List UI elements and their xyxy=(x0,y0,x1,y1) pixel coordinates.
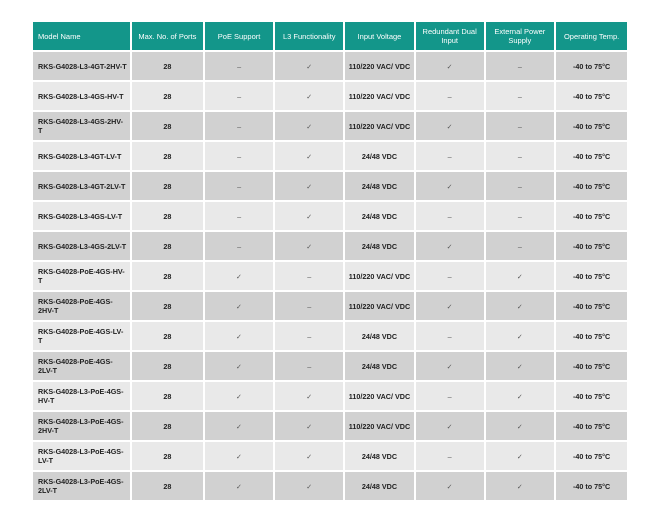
l3-functionality-cell xyxy=(275,52,343,80)
check-icon: ✓ xyxy=(446,301,453,311)
external-power-supply-cell xyxy=(486,232,555,260)
max-ports-cell: 28 xyxy=(132,82,203,110)
poe-support-cell xyxy=(205,292,274,320)
dash-icon: – xyxy=(307,331,312,341)
redundant-dual-input-cell xyxy=(416,322,484,350)
operating-temp-cell: -40 to 75°C xyxy=(556,382,627,410)
max-ports-cell: 28 xyxy=(132,262,203,290)
redundant-dual-input-cell xyxy=(416,352,484,380)
l3-functionality-cell xyxy=(275,442,343,470)
max-ports-cell: 28 xyxy=(132,202,203,230)
check-icon: ✓ xyxy=(446,181,453,191)
spec-table-container xyxy=(31,20,629,502)
table-row xyxy=(33,472,627,500)
check-icon: ✓ xyxy=(306,151,313,161)
dash-icon: – xyxy=(237,241,242,251)
l3-functionality-cell xyxy=(275,232,343,260)
model-name-cell: RKS-G4028-L3-4GS-2LV-T xyxy=(33,232,130,260)
table-row xyxy=(33,262,627,290)
check-icon: ✓ xyxy=(236,271,243,281)
operating-temp-cell: -40 to 75°C xyxy=(556,112,627,140)
operating-temp-cell: -40 to 75°C xyxy=(556,292,627,320)
external-power-supply-cell xyxy=(486,52,555,80)
dash-icon: – xyxy=(307,301,312,311)
max-ports-cell: 28 xyxy=(132,232,203,260)
header-operating-temp: Operating Temp. xyxy=(556,22,627,50)
l3-functionality-cell xyxy=(275,112,343,140)
table-body xyxy=(33,52,627,500)
dash-icon: – xyxy=(517,151,522,161)
l3-functionality-cell xyxy=(275,262,343,290)
dash-icon: – xyxy=(447,211,452,221)
poe-support-cell xyxy=(205,472,274,500)
input-voltage-cell: 24/48 VDC xyxy=(345,322,414,350)
l3-functionality-cell xyxy=(275,202,343,230)
redundant-dual-input-cell xyxy=(416,442,484,470)
external-power-supply-cell xyxy=(486,202,555,230)
header-max-ports: Max. No. of Ports xyxy=(132,22,203,50)
check-icon: ✓ xyxy=(306,91,313,101)
dash-icon: – xyxy=(237,61,242,71)
input-voltage-cell: 24/48 VDC xyxy=(345,352,414,380)
operating-temp-cell: -40 to 75°C xyxy=(556,172,627,200)
max-ports-cell: 28 xyxy=(132,142,203,170)
max-ports-cell: 28 xyxy=(132,412,203,440)
check-icon: ✓ xyxy=(236,421,243,431)
dash-icon: – xyxy=(447,91,452,101)
check-icon: ✓ xyxy=(516,301,523,311)
redundant-dual-input-cell xyxy=(416,52,484,80)
table-row xyxy=(33,52,627,80)
header-l3-functionality: L3 Functionality xyxy=(275,22,343,50)
l3-functionality-cell xyxy=(275,82,343,110)
check-icon: ✓ xyxy=(306,181,313,191)
check-icon: ✓ xyxy=(516,271,523,281)
check-icon: ✓ xyxy=(516,421,523,431)
dash-icon: – xyxy=(307,361,312,371)
model-name-cell: RKS-G4028-PoE-4GS-LV-T xyxy=(33,322,130,350)
check-icon: ✓ xyxy=(306,391,313,401)
check-icon: ✓ xyxy=(236,301,243,311)
redundant-dual-input-cell xyxy=(416,412,484,440)
external-power-supply-cell xyxy=(486,142,555,170)
input-voltage-cell: 110/220 VAC/ VDC xyxy=(345,262,414,290)
check-icon: ✓ xyxy=(516,481,523,491)
dash-icon: – xyxy=(517,91,522,101)
dash-icon: – xyxy=(237,121,242,131)
dash-icon: – xyxy=(447,391,452,401)
poe-support-cell xyxy=(205,442,274,470)
poe-support-cell xyxy=(205,352,274,380)
header-redundant-dual-input: Redundant Dual Input xyxy=(416,22,484,50)
check-icon: ✓ xyxy=(446,361,453,371)
poe-support-cell xyxy=(205,232,274,260)
model-name-cell: RKS-G4028-L3-PoE-4GS-2LV-T xyxy=(33,472,130,500)
redundant-dual-input-cell xyxy=(416,232,484,260)
l3-functionality-cell xyxy=(275,382,343,410)
header-poe-support: PoE Support xyxy=(205,22,274,50)
input-voltage-cell: 110/220 VAC/ VDC xyxy=(345,52,414,80)
poe-support-cell xyxy=(205,142,274,170)
model-name-cell: RKS-G4028-L3-4GS-LV-T xyxy=(33,202,130,230)
input-voltage-cell: 110/220 VAC/ VDC xyxy=(345,412,414,440)
external-power-supply-cell xyxy=(486,352,555,380)
check-icon: ✓ xyxy=(236,391,243,401)
model-name-cell: RKS-G4028-L3-4GS-2HV-T xyxy=(33,112,130,140)
dash-icon: – xyxy=(237,181,242,191)
input-voltage-cell: 24/48 VDC xyxy=(345,232,414,260)
table-row xyxy=(33,412,627,440)
external-power-supply-cell xyxy=(486,172,555,200)
external-power-supply-cell xyxy=(486,442,555,470)
redundant-dual-input-cell xyxy=(416,262,484,290)
l3-functionality-cell xyxy=(275,322,343,350)
check-icon: ✓ xyxy=(306,451,313,461)
max-ports-cell: 28 xyxy=(132,322,203,350)
l3-functionality-cell xyxy=(275,292,343,320)
dash-icon: – xyxy=(237,211,242,221)
external-power-supply-cell xyxy=(486,82,555,110)
redundant-dual-input-cell xyxy=(416,202,484,230)
l3-functionality-cell xyxy=(275,472,343,500)
redundant-dual-input-cell xyxy=(416,472,484,500)
check-icon: ✓ xyxy=(446,121,453,131)
max-ports-cell: 28 xyxy=(132,472,203,500)
operating-temp-cell: -40 to 75°C xyxy=(556,232,627,260)
redundant-dual-input-cell xyxy=(416,172,484,200)
max-ports-cell: 28 xyxy=(132,382,203,410)
input-voltage-cell: 110/220 VAC/ VDC xyxy=(345,112,414,140)
operating-temp-cell: -40 to 75°C xyxy=(556,262,627,290)
check-icon: ✓ xyxy=(236,331,243,341)
poe-support-cell xyxy=(205,262,274,290)
l3-functionality-cell xyxy=(275,142,343,170)
input-voltage-cell: 24/48 VDC xyxy=(345,442,414,470)
input-voltage-cell: 110/220 VAC/ VDC xyxy=(345,382,414,410)
operating-temp-cell: -40 to 75°C xyxy=(556,322,627,350)
dash-icon: – xyxy=(237,91,242,101)
poe-support-cell xyxy=(205,112,274,140)
model-name-cell: RKS-G4028-L3-PoE-4GS-LV-T xyxy=(33,442,130,470)
check-icon: ✓ xyxy=(516,451,523,461)
l3-functionality-cell xyxy=(275,352,343,380)
check-icon: ✓ xyxy=(306,61,313,71)
check-icon: ✓ xyxy=(306,421,313,431)
external-power-supply-cell xyxy=(486,472,555,500)
table-row xyxy=(33,202,627,230)
check-icon: ✓ xyxy=(446,241,453,251)
check-icon: ✓ xyxy=(516,391,523,401)
header-row xyxy=(33,22,627,50)
check-icon: ✓ xyxy=(516,331,523,341)
model-name-cell: RKS-G4028-PoE-4GS-HV-T xyxy=(33,262,130,290)
check-icon: ✓ xyxy=(446,481,453,491)
poe-support-cell xyxy=(205,382,274,410)
dash-icon: – xyxy=(517,211,522,221)
max-ports-cell: 28 xyxy=(132,352,203,380)
redundant-dual-input-cell xyxy=(416,142,484,170)
external-power-supply-cell xyxy=(486,322,555,350)
dash-icon: – xyxy=(307,271,312,281)
input-voltage-cell: 24/48 VDC xyxy=(345,202,414,230)
input-voltage-cell: 24/48 VDC xyxy=(345,472,414,500)
model-name-cell: RKS-G4028-L3-PoE-4GS-HV-T xyxy=(33,382,130,410)
operating-temp-cell: -40 to 75°C xyxy=(556,52,627,80)
header-input-voltage: Input Voltage xyxy=(345,22,414,50)
max-ports-cell: 28 xyxy=(132,172,203,200)
l3-functionality-cell xyxy=(275,172,343,200)
operating-temp-cell: -40 to 75°C xyxy=(556,412,627,440)
l3-functionality-cell xyxy=(275,412,343,440)
model-name-cell: RKS-G4028-L3-4GT-2LV-T xyxy=(33,172,130,200)
external-power-supply-cell xyxy=(486,382,555,410)
check-icon: ✓ xyxy=(236,361,243,371)
dash-icon: – xyxy=(237,151,242,161)
operating-temp-cell: -40 to 75°C xyxy=(556,142,627,170)
table-row xyxy=(33,442,627,470)
table-row xyxy=(33,322,627,350)
check-icon: ✓ xyxy=(306,241,313,251)
model-name-cell: RKS-G4028-L3-4GT-2HV-T xyxy=(33,52,130,80)
dash-icon: – xyxy=(447,151,452,161)
model-name-cell: RKS-G4028-L3-4GS-HV-T xyxy=(33,82,130,110)
max-ports-cell: 28 xyxy=(132,52,203,80)
check-icon: ✓ xyxy=(236,451,243,461)
input-voltage-cell: 110/220 VAC/ VDC xyxy=(345,292,414,320)
external-power-supply-cell xyxy=(486,412,555,440)
table-row xyxy=(33,352,627,380)
model-name-cell: RKS-G4028-L3-4GT-LV-T xyxy=(33,142,130,170)
max-ports-cell: 28 xyxy=(132,442,203,470)
check-icon: ✓ xyxy=(446,421,453,431)
table-row xyxy=(33,82,627,110)
table-row xyxy=(33,142,627,170)
check-icon: ✓ xyxy=(306,211,313,221)
table-row xyxy=(33,292,627,320)
dash-icon: – xyxy=(447,451,452,461)
input-voltage-cell: 110/220 VAC/ VDC xyxy=(345,82,414,110)
poe-support-cell xyxy=(205,412,274,440)
header-external-power-supply: External Power Supply xyxy=(486,22,555,50)
max-ports-cell: 28 xyxy=(132,112,203,140)
poe-support-cell xyxy=(205,322,274,350)
model-name-cell: RKS-G4028-L3-PoE-4GS-2HV-T xyxy=(33,412,130,440)
operating-temp-cell: -40 to 75°C xyxy=(556,472,627,500)
check-icon: ✓ xyxy=(236,481,243,491)
external-power-supply-cell xyxy=(486,292,555,320)
poe-support-cell xyxy=(205,172,274,200)
dash-icon: – xyxy=(517,181,522,191)
input-voltage-cell: 24/48 VDC xyxy=(345,142,414,170)
model-name-cell: RKS-G4028-PoE-4GS-2LV-T xyxy=(33,352,130,380)
check-icon: ✓ xyxy=(306,481,313,491)
operating-temp-cell: -40 to 75°C xyxy=(556,442,627,470)
external-power-supply-cell xyxy=(486,262,555,290)
dash-icon: – xyxy=(447,331,452,341)
redundant-dual-input-cell xyxy=(416,112,484,140)
poe-support-cell xyxy=(205,82,274,110)
model-name-cell: RKS-G4028-PoE-4GS-2HV-T xyxy=(33,292,130,320)
model-comparison-table xyxy=(31,20,629,502)
dash-icon: – xyxy=(517,61,522,71)
poe-support-cell xyxy=(205,202,274,230)
external-power-supply-cell xyxy=(486,112,555,140)
table-row xyxy=(33,382,627,410)
max-ports-cell: 28 xyxy=(132,292,203,320)
redundant-dual-input-cell xyxy=(416,292,484,320)
operating-temp-cell: -40 to 75°C xyxy=(556,202,627,230)
operating-temp-cell: -40 to 75°C xyxy=(556,352,627,380)
dash-icon: – xyxy=(517,121,522,131)
header-model-name: Model Name xyxy=(33,22,130,50)
check-icon: ✓ xyxy=(516,361,523,371)
table-row xyxy=(33,172,627,200)
input-voltage-cell: 24/48 VDC xyxy=(345,172,414,200)
table-row xyxy=(33,112,627,140)
operating-temp-cell: -40 to 75°C xyxy=(556,82,627,110)
dash-icon: – xyxy=(447,271,452,281)
redundant-dual-input-cell xyxy=(416,82,484,110)
check-icon: ✓ xyxy=(446,61,453,71)
table-row xyxy=(33,232,627,260)
check-icon: ✓ xyxy=(306,121,313,131)
dash-icon: – xyxy=(517,241,522,251)
redundant-dual-input-cell xyxy=(416,382,484,410)
poe-support-cell xyxy=(205,52,274,80)
